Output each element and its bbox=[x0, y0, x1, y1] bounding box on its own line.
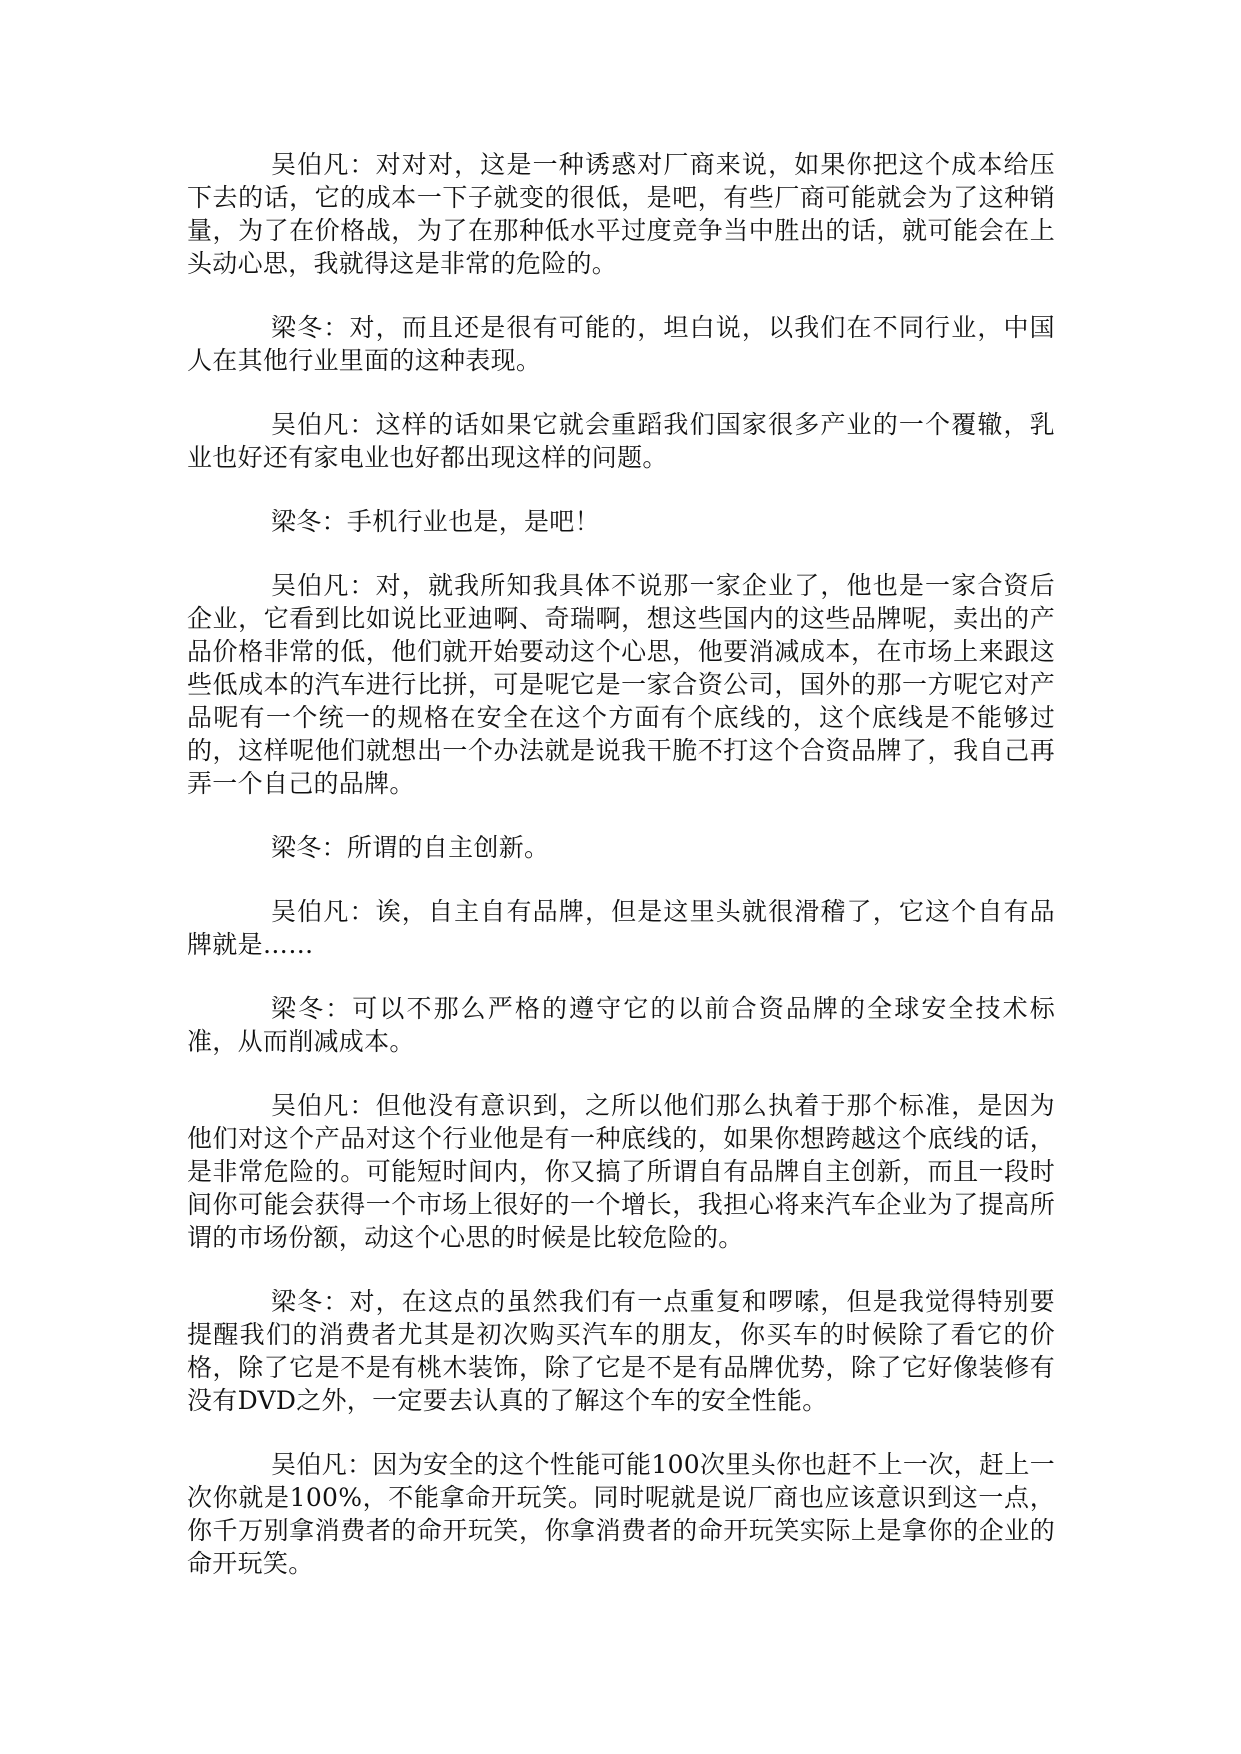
paragraph: 梁冬：手机行业也是，是吧！ bbox=[271, 507, 600, 536]
paragraph: 吴伯凡：对，就我所知我具体不说那一家企业了，他也是一家合资后企业，它看到比如说比亚迪啊、奇瑞啊，想这些国内的这些品牌呢，卖出的产品价格非常的低，他们就开始要动这个心思，他要消减成本，在市场上来跟这些低成本的汽车进行比拼，可是呢它是一家合资公司，国外的那一方呢它对产品呢有一个统一的规格在安全在这个方面有个底线的，这个底线是不能够过的，这样呢他们就想出一个办法就是说我干脆不打这个合资品牌了，我自己再弄一个自己的品牌。 bbox=[187, 571, 1055, 798]
document-body bbox=[187, 148, 1055, 1611]
paragraph: 梁冬：可以不那么严格的遵守它的以前合资品牌的全球安全技术标准，从而削减成本。 bbox=[187, 994, 1055, 1056]
paragraph: 梁冬：对，而且还是很有可能的，坦白说，以我们在不同行业，中国人在其他行业里面的这种表现。 bbox=[187, 313, 1055, 375]
paragraph: 吴伯凡：因为安全的这个性能可能100次里头你也赶不上一次，赶上一次你就是100%，不能拿命开玩笑。同时呢就是说厂商也应该意识到这一点，你千万别拿消费者的命开玩笑，你拿消费者的命开玩笑实际上是拿你的企业的命开玩笑。 bbox=[187, 1450, 1055, 1578]
paragraph: 梁冬：对，在这点的虽然我们有一点重复和啰嗦，但是我觉得特别要提醒我们的消费者尤其是初次购买汽车的朋友，你买车的时候除了看它的价格，除了它是不是有桃木装饰，除了它是不是有品牌优势，除了它好像装修有没有DVD之外，一定要去认真的了解这个车的安全性能。 bbox=[187, 1287, 1055, 1415]
paragraph: 吴伯凡：但他没有意识到，之所以他们那么执着于那个标准，是因为他们对这个产品对这个行业他是有一种底线的，如果你想跨越这个底线的话，是非常危险的。可能短时间内，你又搞了所谓自有品牌自主创新，而且一段时间你可能会获得一个市场上很好的一个增长，我担心将来汽车企业为了提高所谓的市场份额，动这个心思的时候是比较危险的。 bbox=[187, 1091, 1055, 1252]
paragraph: 吴伯凡：诶，自主自有品牌，但是这里头就很滑稽了，它这个自有品牌就是…… bbox=[187, 897, 1055, 959]
paragraph: 吴伯凡：对对对，这是一种诱惑对厂商来说，如果你把这个成本给压下去的话，它的成本一下子就变的很低，是吧，有些厂商可能就会为了这种销量，为了在价格战，为了在那种低水平过度竞争当中胜出的话，就可能会在上头动心思，我就得这是非常的危险的。 bbox=[187, 150, 1055, 278]
paragraph: 吴伯凡：这样的话如果它就会重蹈我们国家很多产业的一个覆辙，乳业也好还有家电业也好都出现这样的问题。 bbox=[187, 410, 1055, 472]
paragraph: 梁冬：所谓的自主创新。 bbox=[271, 833, 550, 862]
